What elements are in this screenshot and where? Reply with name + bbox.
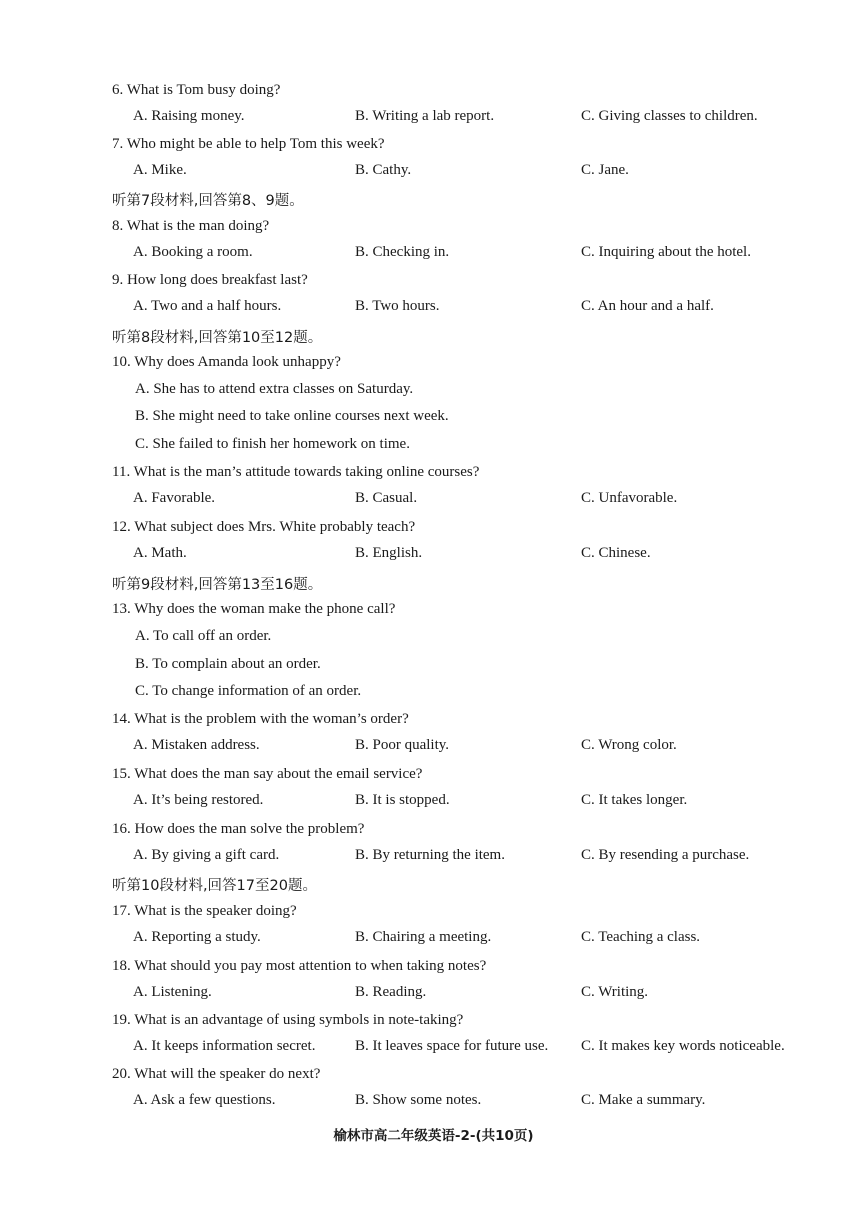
question-text: 6. What is Tom busy doing? bbox=[112, 82, 281, 98]
section-instruction-text: 听第9段材料,回答第13至16题。 bbox=[112, 577, 323, 593]
answer-option: A. Math. bbox=[133, 545, 187, 561]
answer-option: C. Unfavorable. bbox=[581, 490, 678, 506]
question bbox=[0, 766, 867, 790]
answer-option: B. To complain about an order. bbox=[135, 656, 321, 672]
answer-option: B. Poor quality. bbox=[355, 737, 450, 753]
question bbox=[0, 136, 867, 160]
answer-option: A. Two and a half hours. bbox=[133, 298, 282, 314]
option-row bbox=[0, 656, 867, 680]
answer-option: A. Ask a few questions. bbox=[133, 1092, 276, 1108]
answer-option: C. Writing. bbox=[581, 984, 649, 1000]
question bbox=[0, 958, 867, 982]
question-text: 8. What is the man doing? bbox=[112, 218, 270, 234]
question bbox=[0, 82, 867, 106]
option-row bbox=[0, 1092, 867, 1116]
question bbox=[0, 519, 867, 543]
section-instruction bbox=[0, 573, 867, 597]
answer-option: A. To call off an order. bbox=[135, 628, 272, 644]
answer-option: A. Reporting a study. bbox=[133, 929, 261, 945]
answer-option: A. Listening. bbox=[133, 984, 212, 1000]
option-row bbox=[0, 929, 867, 953]
answer-option: A. She has to attend extra classes on Saturday. bbox=[135, 381, 414, 397]
option-row bbox=[0, 162, 867, 186]
answer-option: B. Two hours. bbox=[355, 298, 440, 314]
option-row bbox=[0, 381, 867, 405]
question bbox=[0, 903, 867, 927]
answer-option: A. It’s being restored. bbox=[133, 792, 264, 808]
question-text: 18. What should you pay most attention to when taking notes? bbox=[112, 958, 487, 974]
answer-option: B. Show some notes. bbox=[355, 1092, 482, 1108]
answer-option: C. Jane. bbox=[581, 162, 629, 178]
option-row bbox=[0, 244, 867, 268]
answer-option: B. Casual. bbox=[355, 490, 418, 506]
answer-option: B. By returning the item. bbox=[355, 847, 505, 863]
question-text: 17. What is the speaker doing? bbox=[112, 903, 297, 919]
option-row bbox=[0, 1038, 867, 1062]
answer-option: C. Teaching a class. bbox=[581, 929, 701, 945]
answer-option: B. Cathy. bbox=[355, 162, 412, 178]
answer-option: B. Chairing a meeting. bbox=[355, 929, 492, 945]
option-row bbox=[0, 490, 867, 514]
answer-option: B. It leaves space for future use. bbox=[355, 1038, 549, 1054]
question bbox=[0, 272, 867, 296]
page-footer: 榆林市高二年级英语-2-(共10页) bbox=[333, 1128, 534, 1144]
question-text: 13. Why does the woman make the phone call? bbox=[112, 601, 396, 617]
option-row bbox=[0, 984, 867, 1008]
question bbox=[0, 601, 867, 625]
question bbox=[0, 464, 867, 488]
option-row bbox=[0, 298, 867, 322]
option-row bbox=[0, 683, 867, 707]
section-instruction-text: 听第7段材料,回答第8、9题。 bbox=[112, 193, 304, 209]
answer-option: C. Wrong color. bbox=[581, 737, 677, 753]
option-row bbox=[0, 847, 867, 871]
option-row bbox=[0, 737, 867, 761]
question-text: 7. Who might be able to help Tom this week? bbox=[112, 136, 385, 152]
section-instruction-text: 听第10段材料,回答17至20题。 bbox=[112, 878, 317, 894]
answer-option: C. By resending a purchase. bbox=[581, 847, 750, 863]
answer-option: B. She might need to take online courses next week. bbox=[135, 408, 449, 424]
answer-option: B. Writing a lab report. bbox=[355, 108, 495, 124]
answer-option: B. English. bbox=[355, 545, 423, 561]
answer-option: B. It is stopped. bbox=[355, 792, 450, 808]
answer-option: A. Mike. bbox=[133, 162, 187, 178]
question bbox=[0, 821, 867, 845]
question-text: 16. How does the man solve the problem? bbox=[112, 821, 365, 837]
question-text: 14. What is the problem with the woman’s order? bbox=[112, 711, 409, 727]
answer-option: A. It keeps information secret. bbox=[133, 1038, 316, 1054]
section-instruction-text: 听第8段材料,回答第10至12题。 bbox=[112, 330, 323, 346]
question bbox=[0, 1066, 867, 1090]
question bbox=[0, 354, 867, 378]
option-row bbox=[0, 628, 867, 652]
answer-option: C. Make a summary. bbox=[581, 1092, 706, 1108]
answer-option: C. She failed to finish her homework on time. bbox=[135, 436, 410, 452]
question bbox=[0, 218, 867, 242]
question-text: 20. What will the speaker do next? bbox=[112, 1066, 321, 1082]
question-text: 15. What does the man say about the email service? bbox=[112, 766, 423, 782]
section-instruction bbox=[0, 189, 867, 213]
question bbox=[0, 711, 867, 735]
question bbox=[0, 1012, 867, 1036]
question-text: 11. What is the man’s attitude towards taking online courses? bbox=[112, 464, 480, 480]
answer-option: C. Chinese. bbox=[581, 545, 651, 561]
answer-option: C. Inquiring about the hotel. bbox=[581, 244, 751, 260]
answer-option: C. It makes key words noticeable. bbox=[581, 1038, 785, 1054]
answer-option: A. Booking a room. bbox=[133, 244, 253, 260]
option-row bbox=[0, 545, 867, 569]
answer-option: A. Mistaken address. bbox=[133, 737, 260, 753]
question-text: 10. Why does Amanda look unhappy? bbox=[112, 354, 341, 370]
option-row bbox=[0, 436, 867, 460]
option-row bbox=[0, 408, 867, 432]
option-row bbox=[0, 792, 867, 816]
answer-option: B. Checking in. bbox=[355, 244, 450, 260]
question-text: 12. What subject does Mrs. White probably teach? bbox=[112, 519, 416, 535]
answer-option: C. To change information of an order. bbox=[135, 683, 362, 699]
answer-option: A. Favorable. bbox=[133, 490, 216, 506]
answer-option: C. It takes longer. bbox=[581, 792, 688, 808]
answer-option: A. Raising money. bbox=[133, 108, 245, 124]
section-instruction bbox=[0, 326, 867, 350]
answer-option: B. Reading. bbox=[355, 984, 427, 1000]
section-instruction bbox=[0, 874, 867, 898]
answer-option: A. By giving a gift card. bbox=[133, 847, 280, 863]
question-text: 19. What is an advantage of using symbols in note-taking? bbox=[112, 1012, 464, 1028]
answer-option: C. An hour and a half. bbox=[581, 298, 714, 314]
answer-option: C. Giving classes to children. bbox=[581, 108, 758, 124]
question-text: 9. How long does breakfast last? bbox=[112, 272, 308, 288]
option-row bbox=[0, 108, 867, 132]
